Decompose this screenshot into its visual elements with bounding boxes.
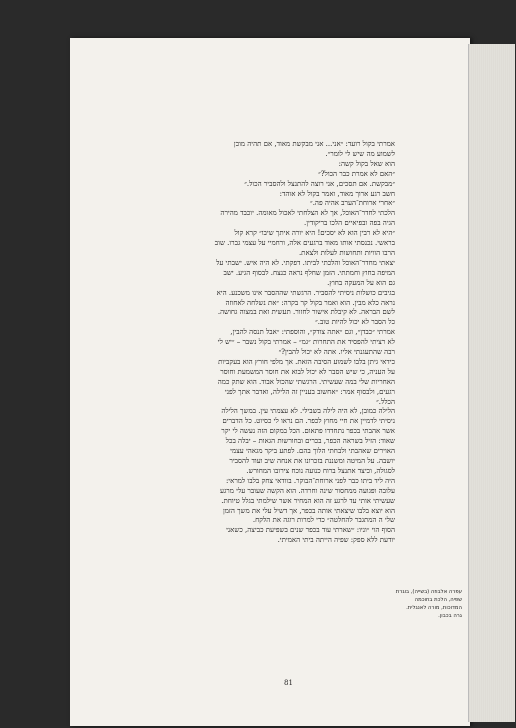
- text-line: שאוד: הזיל בשראה הכפר, בכרים ובחורשות הגאות – יבלה בכל: [225, 437, 395, 446]
- text-line: לא רציתי להפסיד את התחרות ״גמ״ – אמרתי בקול נשבר – ״יש לי: [217, 338, 395, 347]
- text-line: האחריות שלי במה שעשיתי. הרגשתי שהכול אבוד. הוא שתק כמה: [217, 377, 395, 386]
- note-line: עפרה אלבוזה (בשייה), בוגרת: [395, 589, 462, 595]
- text-line: ״היא לא רבין הוא לא יסכים! היא יורה איתך שיבו״ קרא קול: [234, 229, 395, 238]
- text-line: הלכתי לחדר־האוכל, אך לא הצלחתי לאכול מאומה. יוכבד מהירה: [220, 209, 395, 218]
- text-line: אשר אהבתי בכפר נתחדדו פתאום. הכל במקום הזה נעשה לי יקר: [221, 427, 395, 436]
- text-line: רבה שהתעגנתי אליו. אתה לא יכול להבין?״: [278, 348, 395, 357]
- page-stack-edge: [468, 44, 515, 722]
- text-line: הסוף הוי ״וניו: ״שארתי עוד בכפר שנים בשפיעת כביצה, כשאני: [226, 526, 395, 535]
- text-line: המיפה בחוץ וחמתתי. הזמן שחלף נראה כנצח. לבסוף הגיע. ישב: [223, 268, 395, 277]
- text-line: יודעת ללא ספק: שפיה הייתה ביתי האמיתי.: [277, 536, 395, 545]
- text-line: הכלל.״: [376, 397, 395, 406]
- text-line: על העניה, כי שיש הסבר לא יכול לבוא את חוסר המשמעת וחוסר: [220, 367, 395, 376]
- text-line: לשם הבראה. לא קיבלת אישור לחזור. תעשית זאת במצוה גחושה.: [217, 308, 395, 317]
- body-text: [95, 140, 395, 546]
- text-line: לשמוע מה שיש לי לומר״.: [325, 149, 395, 158]
- text-line: ניסיתי לדמיין את חיי מחוץ לכפר. הם נראו לי כסיוט. כל הדברים: [222, 417, 395, 426]
- note-line: המדוכות, מורה לאנגלית.: [406, 605, 462, 612]
- text-line: כידאי גיתן בלבו לשמוע הסיבה הזאת. אך מלפי חורץ הוא בעקביות: [218, 357, 395, 366]
- text-line: יושבה. על המיטה ומשננת בזכרונו את אנחה שיב ועוד להסביר: [229, 457, 395, 465]
- page-number: 81: [284, 679, 293, 687]
- text-line: בגיבים כושלות ניסיתי להסביר. הרגשתי שההסבר אינו משכנע. היא: [216, 288, 395, 297]
- text-line: האוירים שאהבתי ולבחתי הלוך בהם. לפתע ביקר מגאהי עצמי: [230, 447, 395, 456]
- text-line: כל הסבר לא יכול להיות טוב.״: [315, 318, 395, 327]
- author-note: [395, 588, 462, 620]
- text-line: חשב רגע ארוך מאוד, ואמר בקול לא אוהד:: [279, 189, 395, 198]
- note-line: גרה בכבון.: [438, 613, 462, 620]
- note-line: שפיה, הלכת בחוכמה: [414, 597, 462, 604]
- text-line: הלילה כמובן, לא היה לילה בשבילי. לא עצמתי עין. במשך הלילה: [221, 407, 395, 416]
- text-line: יצאתי מחדר־האוכל והלכתי לביתו. דפקתי. לא היה איש. ישבתי על: [216, 258, 395, 267]
- text-line: היה ליד ביתו כבר לפני ארוחת־הבוקר. בוודאי צחק בלבו למראי:: [225, 476, 395, 485]
- text-line: אמרתי בקול רועד: ״אני... אני מבקשת מאוד, אם תהיה מוכן: [233, 140, 395, 148]
- text-line: אמרתי ״כבדן״, וגם ״אתה צודק״, והוספתי: ״אבל תנסה להבין,: [230, 328, 395, 337]
- text-line: שעשיתי אותי עד לרגע זה הוא המחיר אשר שילמתי בגלל טיוחת.: [221, 496, 395, 505]
- text-line: רגעים, ולבסוף אמר: ״אחשוב בעניין זה הלילה, ואדבר אתך לפני: [224, 387, 395, 396]
- text-line: נראה כלא מבין. הוא ואמר בקול קר בקרה: ״את נשלחה לאחוזה: [225, 298, 395, 307]
- text-line: הגיה בפה ובפיאיים הלכו בריקודין.: [304, 219, 395, 228]
- text-line: לסגולה, וכיצד אתנצל ברוח כנועה נוכח צירובו המחורש.: [246, 466, 395, 475]
- text-line: הוא שאל בקול קשה:: [338, 159, 395, 168]
- text-line: ״האם לא אמרת כבר הכול?״: [318, 169, 395, 178]
- text-line: בראשי. נכנסתי אותו מאוד ברגעים אלה, ורחמיי על עצמי גברו. שוב: [214, 239, 395, 248]
- text-line: הרבו הוויות ותחושות לעלות ולצאת.: [298, 248, 395, 257]
- text-line: שלי ה המתגבר להחלטה״ כדי למרות רוגה את הלקח.: [252, 516, 395, 525]
- text-line: גם הוא על המעקה בחוץ.: [327, 278, 395, 287]
- text-line: ״מבקשת. אם תסכים, אני רוצה להתנצל ולהסביר הכול.״: [244, 179, 395, 188]
- text-line: עלובה ופגועה ממחסור שינה וחרדה. הוא הקשה שעובר עלי מרגע: [220, 486, 395, 495]
- text-line: ״אחרי ארוחת־הערב אהיה פה.״: [310, 199, 395, 208]
- text-line: הוא יוצא בלבו שיצאתי אותה בכפר, אך דשיל עלי את משך הזמן: [222, 506, 395, 515]
